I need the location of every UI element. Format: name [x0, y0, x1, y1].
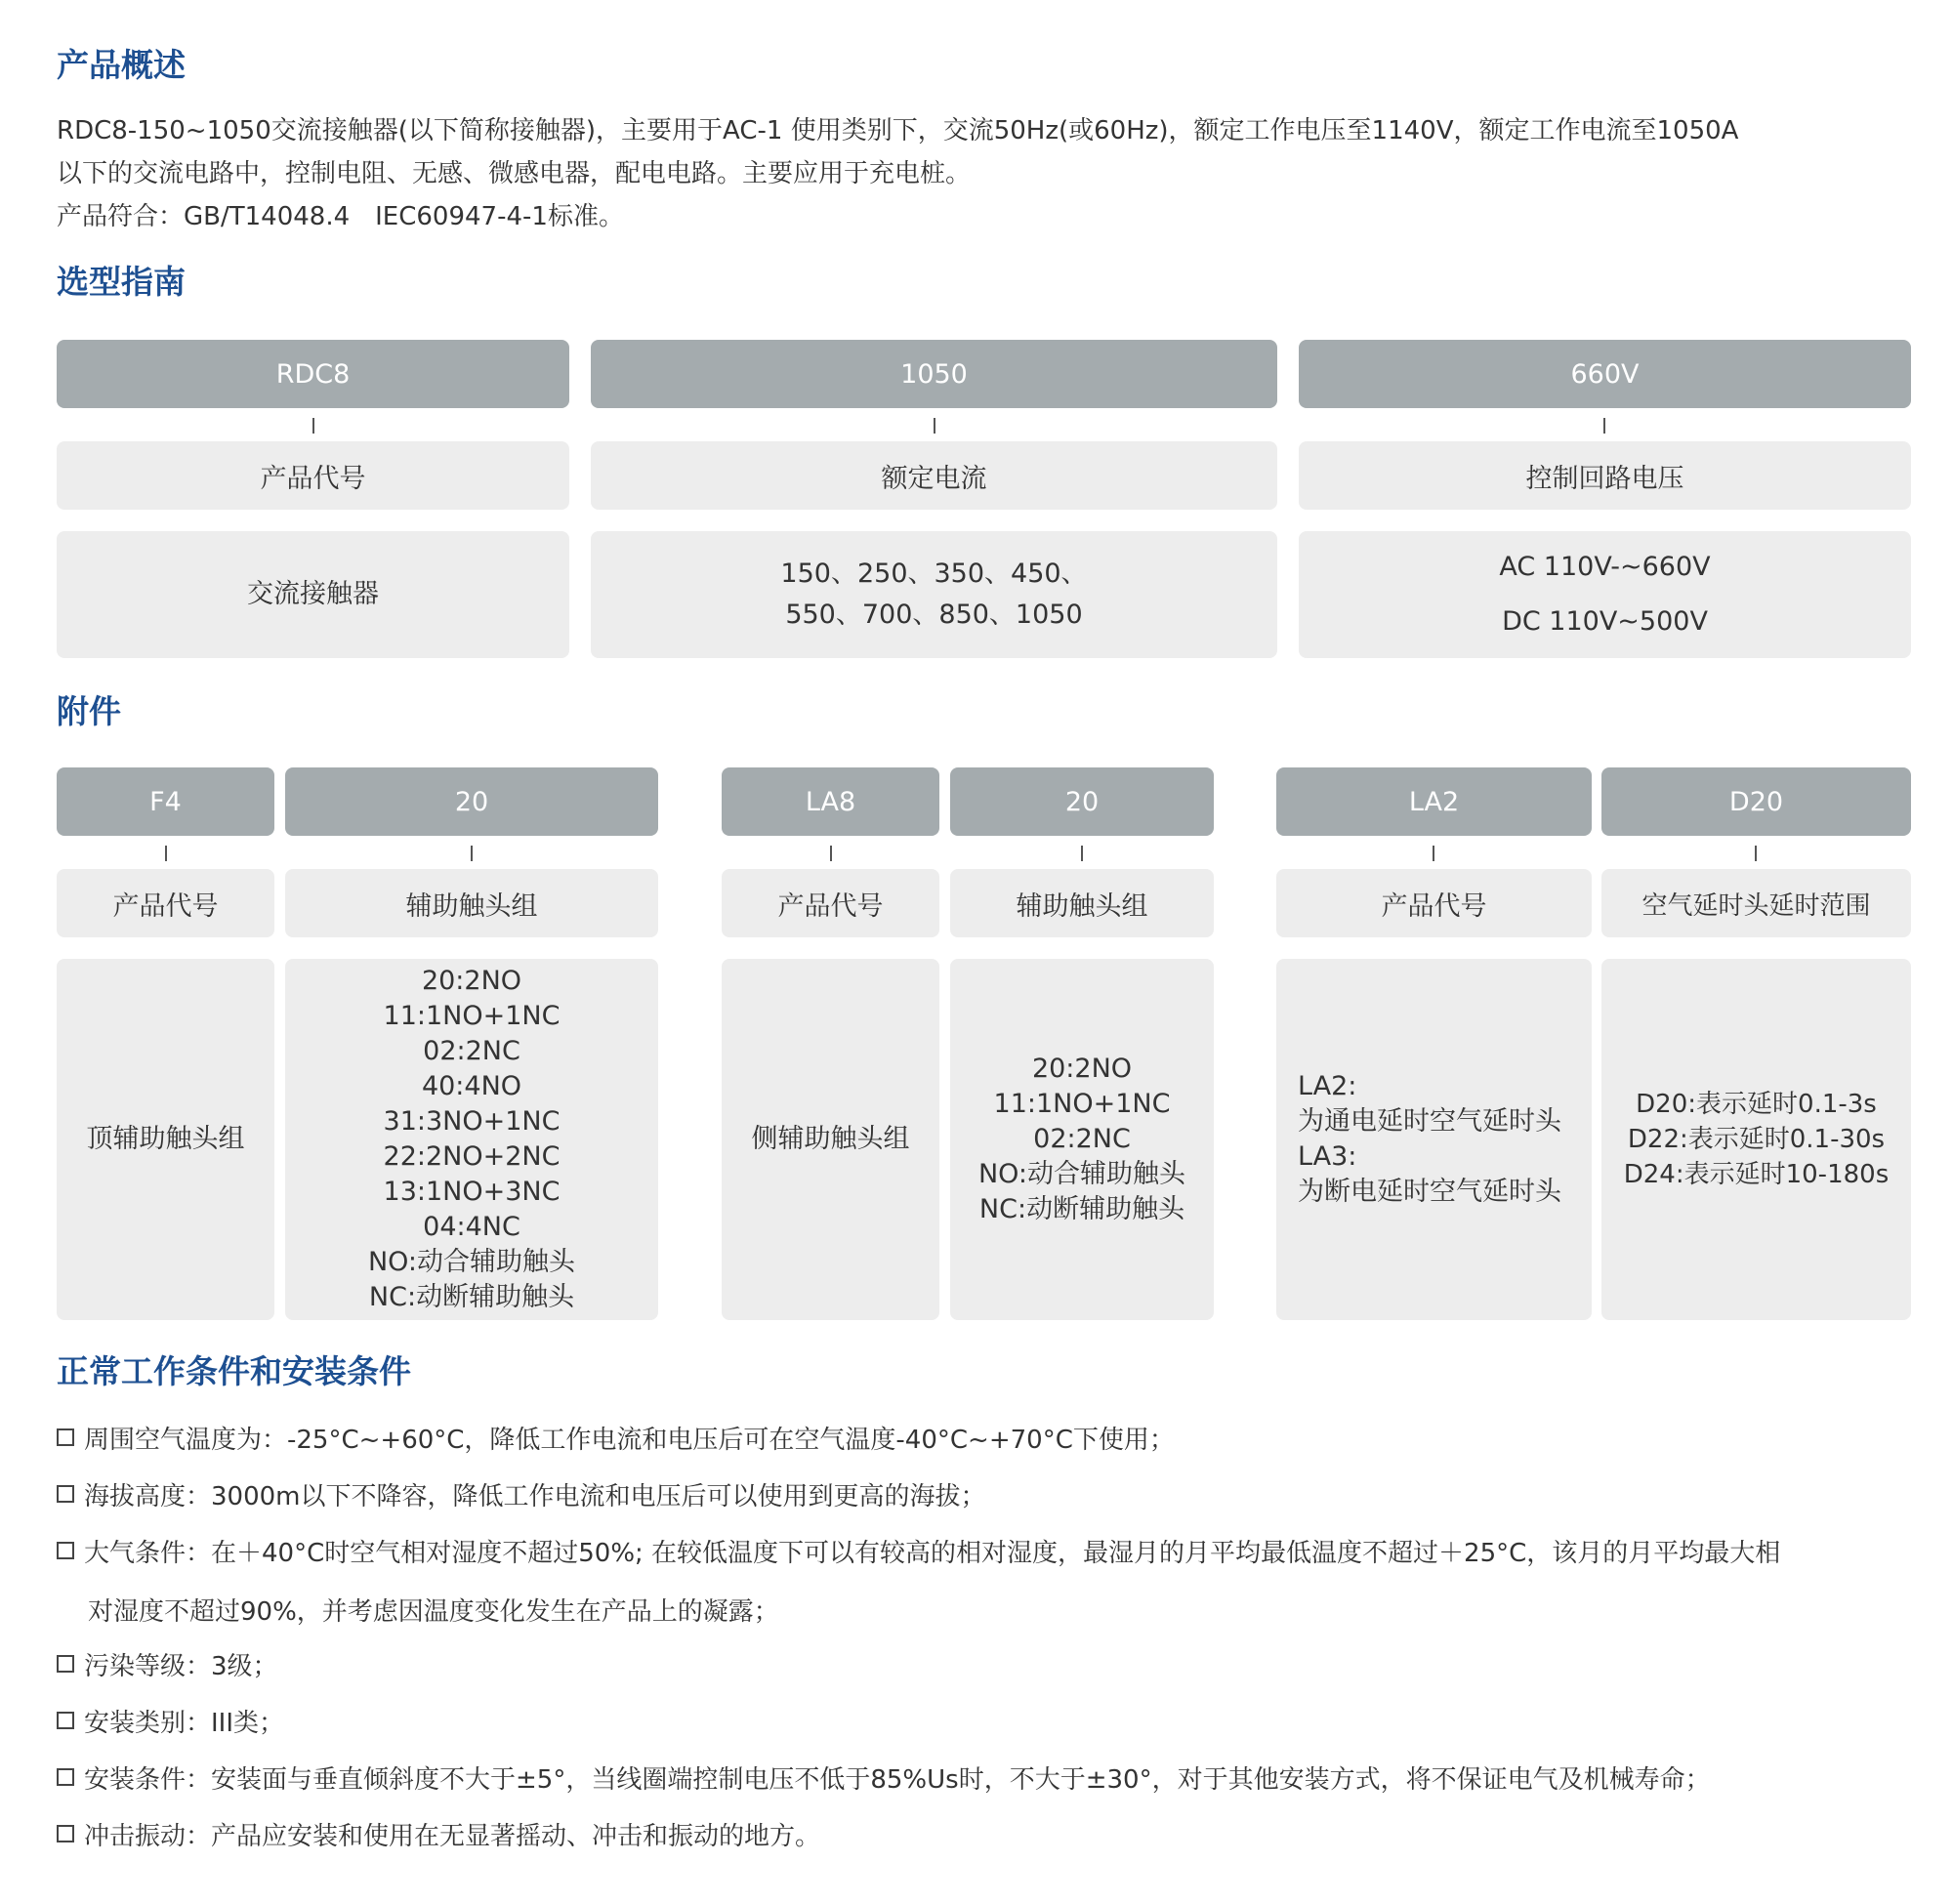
- accessory-value-line: 20:2NO: [421, 966, 522, 996]
- accessory-value-line: NO:动合辅助触头: [367, 1247, 576, 1277]
- accessory-value-line: 为断电延时空气延时头: [1298, 1177, 1561, 1207]
- selection-value-line: 150、250、350、450、: [780, 559, 1088, 589]
- accessory-label-box: 产品代号: [57, 869, 274, 937]
- accessory-value-line: 顶辅助触头组: [86, 1124, 245, 1154]
- overview-title: 产品概述: [57, 46, 186, 84]
- accessory-code-box: 20: [285, 767, 658, 836]
- accessory-value-line: 02:2NC: [423, 1036, 520, 1066]
- accessory-code-box: LA8: [722, 767, 939, 836]
- accessory-value-line: 20:2NO: [1031, 1054, 1133, 1084]
- selection-value-box: [591, 531, 1277, 658]
- checkbox-icon: [57, 1485, 74, 1503]
- selection-value-box: [57, 531, 569, 658]
- overview-line-1: RDC8-150~1050交流接触器(以下简称接触器)，主要用于AC-1 使用类别下，交流50Hz(或60Hz)，额定工作电压至1140V，额定工作电流至1050A: [57, 116, 1739, 145]
- selection-title: 选型指南: [57, 263, 186, 301]
- conditions-title: 正常工作条件和安装条件: [57, 1352, 411, 1390]
- checkbox-icon: [57, 1768, 74, 1786]
- condition-item: [57, 1474, 1912, 1513]
- overview-line-2: 以下的交流电路中，控制电阻、无感、微感电器，配电电路。主要应用于充电桩。: [57, 159, 972, 188]
- accessory-value-line: 11:1NO+1NC: [993, 1089, 1171, 1119]
- accessory-value-box: [1276, 959, 1592, 1320]
- overview-line-3: 产品符合：GB/T14048.4 IEC60947-4-1标准。: [57, 202, 624, 231]
- accessories-title: 附件: [57, 692, 121, 730]
- condition-item: [57, 1758, 1912, 1797]
- selection-label-box: 产品代号: [57, 441, 569, 510]
- condition-text: 冲击振动：产品应安装和使用在无显著摇动、冲击和振动的地方。: [84, 1821, 821, 1851]
- accessory-code-box: LA2: [1276, 767, 1592, 836]
- connector-tick: [165, 846, 167, 861]
- accessory-label-box: 辅助触头组: [950, 869, 1214, 937]
- connector-tick: [934, 418, 935, 434]
- accessory-code-box: D20: [1601, 767, 1911, 836]
- selection-value-box: [1299, 531, 1911, 658]
- accessory-value-line: D24:表示延时10-180s: [1623, 1160, 1890, 1189]
- accessory-value-box: [950, 959, 1214, 1320]
- checkbox-icon: [57, 1825, 74, 1842]
- accessory-value-line: 侧辅助触头组: [751, 1124, 910, 1154]
- accessory-value-line: 02:2NC: [1033, 1124, 1131, 1154]
- accessory-value-line: NC:动断辅助触头: [368, 1282, 575, 1312]
- accessory-value-line: NC:动断辅助触头: [978, 1194, 1185, 1224]
- condition-text: 安装条件：安装面与垂直倾斜度不大于±5°，当线圈端控制电压不低于85%Us时，不大于±30°，对于其他安装方式，将不保证电气及机械寿命；: [84, 1764, 1711, 1795]
- checkbox-icon: [57, 1655, 74, 1673]
- selection-value-line: AC 110V-~660V: [1499, 552, 1711, 582]
- condition-text: 海拔高度：3000m以下不降容，降低工作电流和电压后可以使用到更高的海拔；: [84, 1481, 986, 1511]
- accessory-value-line: 11:1NO+1NC: [383, 1001, 561, 1031]
- selection-code-box: 1050: [591, 340, 1277, 408]
- accessory-label-box: 空气延时头延时范围: [1601, 869, 1911, 937]
- condition-continuation: 对湿度不超过90%，并考虑因温度变化发生在产品上的凝露；: [88, 1597, 779, 1627]
- connector-tick: [1603, 418, 1605, 434]
- accessory-value-box: [722, 959, 939, 1320]
- accessory-label-box: 产品代号: [722, 869, 939, 937]
- connector-tick: [1081, 846, 1083, 861]
- accessory-value-box: [285, 959, 658, 1320]
- connector-tick: [1433, 846, 1434, 861]
- accessory-value-line: 为通电延时空气延时头: [1298, 1106, 1561, 1137]
- condition-text: 污染等级：3级；: [84, 1651, 278, 1681]
- connector-tick: [471, 846, 473, 861]
- accessory-value-line: D20:表示延时0.1-3s: [1636, 1090, 1877, 1119]
- accessory-value-box: [1601, 959, 1911, 1320]
- checkbox-icon: [57, 1542, 74, 1559]
- condition-item: [57, 1701, 1912, 1740]
- condition-item: [57, 1418, 1912, 1457]
- checkbox-icon: [57, 1712, 74, 1729]
- accessory-value-line: 40:4NO: [421, 1071, 522, 1101]
- condition-text: 周围空气温度为：-25°C~+60°C，降低工作电流和电压后可在空气温度-40°C~+70°C下使用；: [84, 1425, 1175, 1455]
- connector-tick: [830, 846, 832, 861]
- selection-label-box: 控制回路电压: [1299, 441, 1911, 510]
- selection-value-line: 550、700、850、1050: [785, 600, 1083, 630]
- accessory-value-line: 31:3NO+1NC: [383, 1106, 561, 1137]
- selection-code-box: RDC8: [57, 340, 569, 408]
- condition-text: 大气条件：在＋40°C时空气相对湿度不超过50%; 在较低温度下可以有较高的相对湿度，最湿月的月平均最低温度不超过＋25°C，该月的月平均最大相: [84, 1538, 1781, 1568]
- accessory-label-box: 产品代号: [1276, 869, 1592, 937]
- condition-item: [57, 1531, 1912, 1570]
- accessory-value-line: 22:2NO+2NC: [383, 1141, 561, 1172]
- condition-text: 安装类别：III类；: [84, 1708, 285, 1738]
- checkbox-icon: [57, 1428, 74, 1446]
- condition-item: [57, 1814, 1912, 1853]
- accessory-value-line: LA2:: [1298, 1071, 1357, 1101]
- selection-value-line: 交流接触器: [247, 579, 379, 609]
- accessory-value-box: [57, 959, 274, 1320]
- selection-value-line: DC 110V~500V: [1502, 606, 1708, 637]
- condition-item: [57, 1644, 1912, 1683]
- accessory-label-box: 辅助触头组: [285, 869, 658, 937]
- accessory-value-line: NO:动合辅助触头: [977, 1159, 1186, 1189]
- accessory-code-box: 20: [950, 767, 1214, 836]
- selection-code-box: 660V: [1299, 340, 1911, 408]
- connector-tick: [1755, 846, 1757, 861]
- connector-tick: [312, 418, 314, 434]
- accessory-value-line: 04:4NC: [423, 1212, 520, 1242]
- accessory-value-line: 13:1NO+3NC: [383, 1177, 561, 1207]
- accessory-code-box: F4: [57, 767, 274, 836]
- selection-label-box: 额定电流: [591, 441, 1277, 510]
- accessory-value-line: LA3:: [1298, 1141, 1357, 1172]
- accessory-value-line: D22:表示延时0.1-30s: [1627, 1125, 1886, 1154]
